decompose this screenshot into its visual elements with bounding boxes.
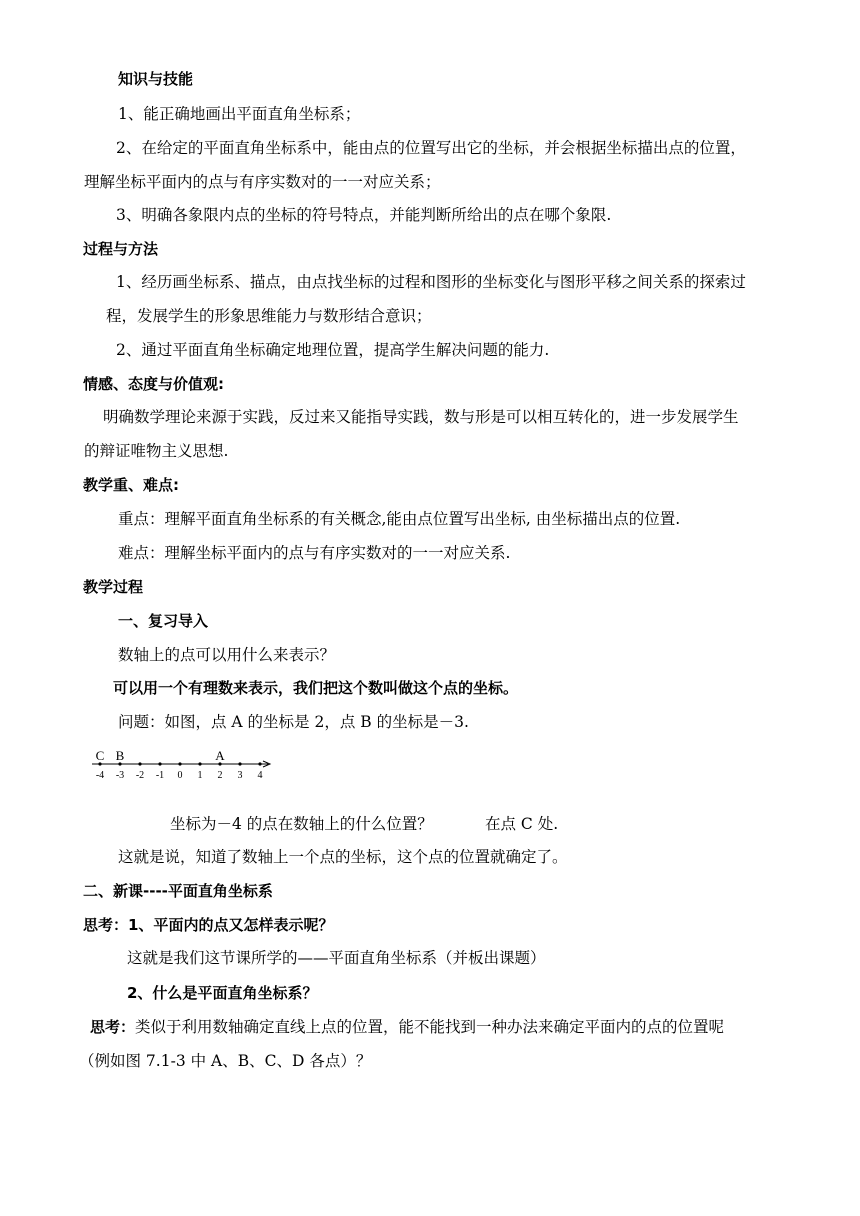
- number-line-dot: [258, 762, 261, 765]
- heading-new-lesson: 二、新课----平面直角坐标系: [83, 882, 273, 900]
- process-item-1-line-2: 程，发展学生的形象思维能力与数形结合意识；: [106, 307, 432, 325]
- number-line-dot: [238, 762, 241, 765]
- heading-teaching-process: 教学过程: [83, 578, 144, 596]
- number-line-dot: [138, 762, 141, 765]
- knowledge-item-2-line-1: 2、在给定的平面直角坐标系中，能由点的位置写出它的坐标，并会根据坐标描出点的位置，: [116, 139, 746, 157]
- number-line-dot: [158, 762, 161, 765]
- number-line-tick-label: 1: [197, 770, 203, 781]
- number-line-tick-label: -4: [95, 770, 105, 781]
- heading-key-points: 教学重、难点:: [83, 476, 179, 494]
- number-line-tick-label: 0: [177, 770, 183, 781]
- new-lesson-intro: 这就是我们这节课所学的——平面直角坐标系（并板出课题）: [127, 949, 546, 967]
- number-line-tick-label: -2: [135, 770, 145, 781]
- number-line-tick-label: 4: [257, 770, 263, 781]
- number-line-figure: [88, 744, 288, 784]
- number-line-point-label: C: [95, 748, 105, 763]
- process-item-1-line-1: 1、经历画坐标系、描点，由点找坐标的过程和图形的坐标变化与图形平移之间关系的探索过: [116, 273, 746, 291]
- number-line-tick-label: -1: [155, 770, 165, 781]
- review-question-3: 坐标为－4 的点在数轴上的什么位置？: [170, 815, 433, 833]
- new-lesson-question-2: 2、什么是平面直角坐标系？: [127, 984, 318, 1002]
- heading-knowledge-skills: 知识与技能: [118, 70, 194, 88]
- number-line-dot: [198, 762, 201, 765]
- heading-process-methods: 过程与方法: [83, 240, 159, 258]
- number-line-tick-label: 2: [217, 770, 223, 781]
- new-lesson-think-1: 思考：1、平面内的点又怎样表示呢？: [83, 916, 334, 934]
- attitude-text-line-1: 明确数学理论来源于实践，反过来又能指导实践，数与形是可以相互转化的，进一步发展学生: [103, 408, 739, 426]
- review-answer-3: 在点 C 处.: [485, 815, 559, 833]
- review-answer-1: 可以用一个有理数来表示，我们把这个数叫做这个点的坐标。: [113, 679, 519, 697]
- new-lesson-think-2-line-2: （例如图 7.1-3 中 A、B、C、D 各点）？: [79, 1052, 372, 1070]
- number-line-dot: [178, 762, 181, 765]
- review-question-2: 问题：如图，点 A 的坐标是 2，点 B 的坐标是－3.: [118, 713, 469, 731]
- process-item-2: 2、通过平面直角坐标确定地理位置，提高学生解决问题的能力.: [116, 341, 550, 359]
- number-line-point-label: B: [115, 748, 125, 763]
- difficult-point-text: 难点：理解坐标平面内的点与有序实数对的一一对应关系.: [118, 544, 511, 562]
- number-line-point-label: A: [215, 748, 225, 763]
- think-2-text: 类似于利用数轴确定直线上点的位置，能不能找到一种办法来确定平面内的点的位置呢: [135, 1018, 725, 1036]
- knowledge-item-2-line-2: 理解坐标平面内的点与有序实数对的一一对应关系；: [84, 173, 441, 191]
- number-line-tick-label: -3: [115, 770, 125, 781]
- think-label: 思考：: [90, 1018, 136, 1036]
- review-question-1: 数轴上的点可以用什么来表示？: [118, 646, 336, 664]
- review-conclusion: 这就是说，知道了数轴上一个点的坐标，这个点的位置就确定了。: [118, 848, 568, 866]
- heading-attitude-values: 情感、态度与价值观:: [83, 375, 224, 393]
- attitude-text-line-2: 的辩证唯物主义思想.: [84, 442, 229, 460]
- heading-review-intro: 一、复习导入: [118, 612, 209, 630]
- knowledge-item-3: 3、明确各象限内点的坐标的符号特点，并能判断所给出的点在哪个象限.: [116, 206, 612, 224]
- knowledge-item-1: 1、能正确地画出平面直角坐标系；: [118, 105, 361, 123]
- number-line-tick-label: 3: [237, 770, 243, 781]
- new-lesson-think-2-line-1: [90, 1017, 724, 1037]
- key-point-text: 重点：理解平面直角坐标系的有关概念,能由点位置写出坐标, 由坐标描出点的位置.: [118, 510, 681, 528]
